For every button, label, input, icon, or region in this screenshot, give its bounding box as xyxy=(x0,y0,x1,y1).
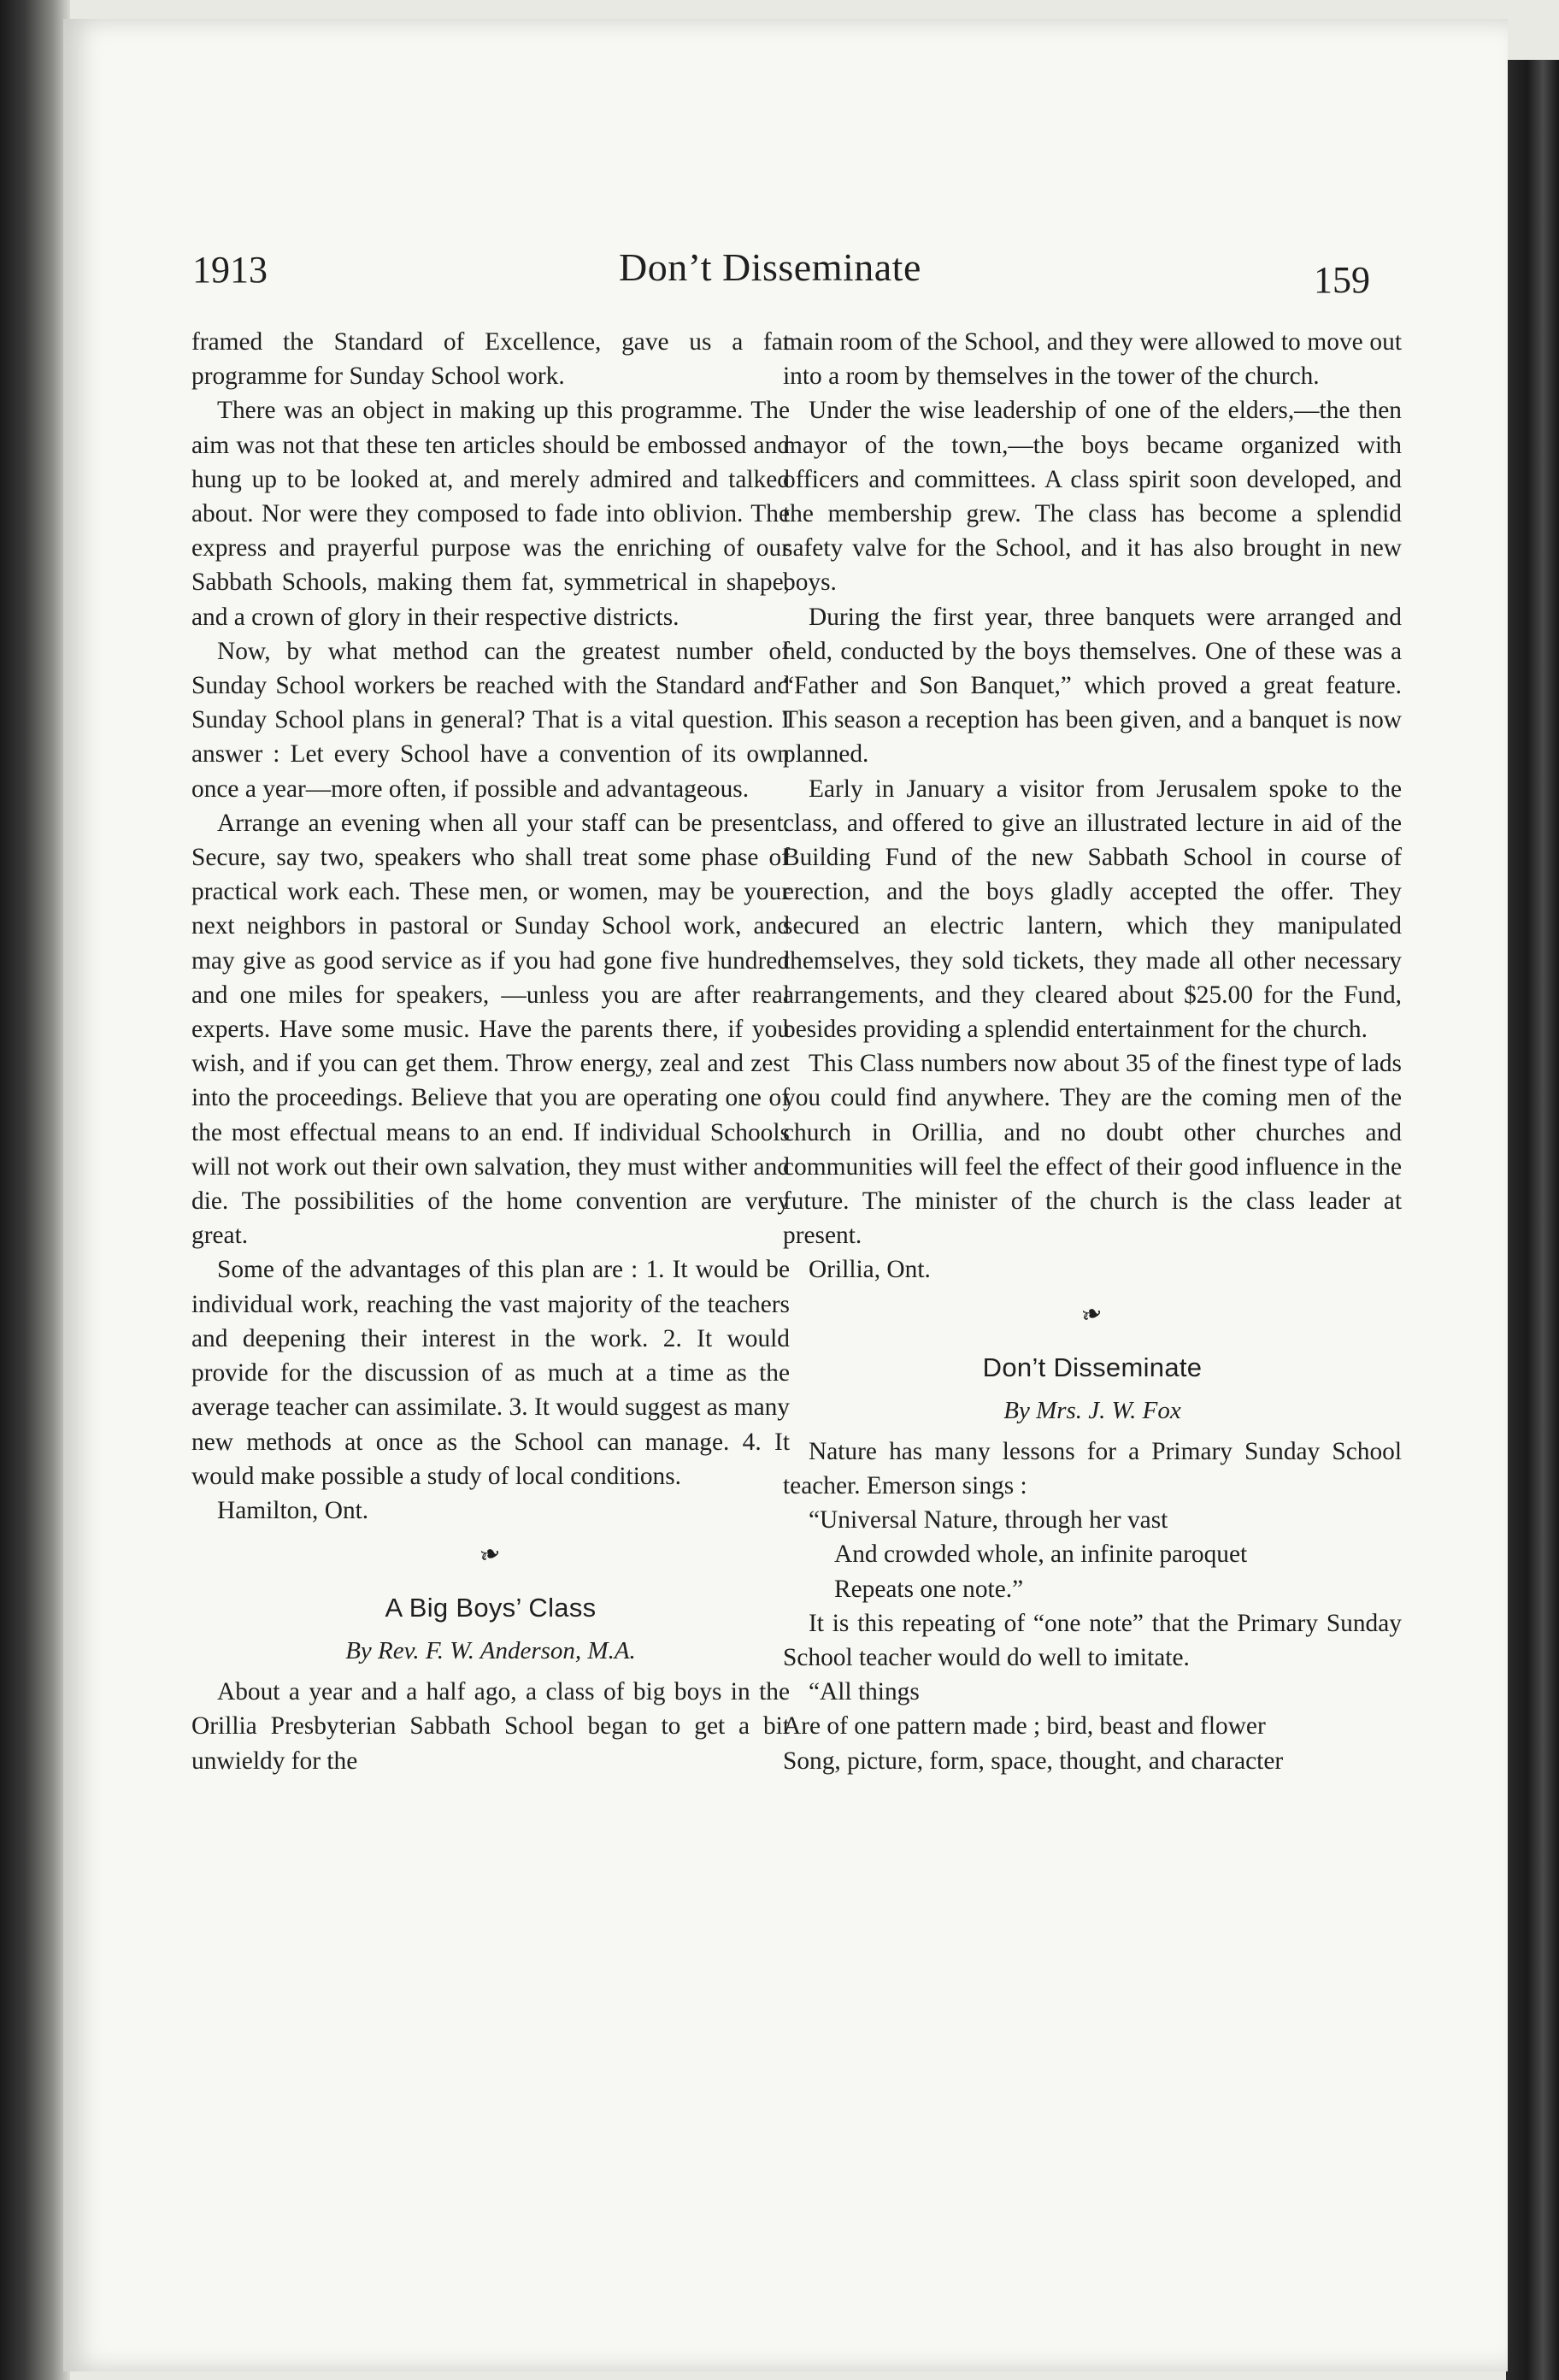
verse-line: Are of one pattern made ; bird, beast and flower xyxy=(783,1712,1266,1741)
left-column xyxy=(191,325,790,1778)
verse-line: “All things xyxy=(809,1678,920,1706)
paragraph: This Class numbers now about 35 of the finest type of lads you could find anywhere. They are the coming men of the church in Orillia, and no doubt other churches and communities will feel the effect of their good influence in the future. The minister of the church is the class leader at present. xyxy=(783,1050,1402,1250)
header-year: 1913 xyxy=(192,249,268,291)
book-edge-right xyxy=(1506,60,1559,2380)
header-title: Don’t Disseminate xyxy=(619,245,921,289)
paragraph: Arrange an evening when all your staff can be present. Secure, say two, speakers who shall treat some phase of practical work each. These men, or women, may be your next neighbors in pastoral or Sunday School work, and may give as good service as if you had gone five hundred and one miles for speakers, —unless you are after real experts. Have some music. Have the parents there, if you wish, and if you can get them. Throw energy, zeal and zest into the proceedings. Believe that you are operating one of the most effectual means to an end. If individual Schools will not work out their own salvation, they must wither and die. The possibilities of the home convention are very great. xyxy=(191,809,790,1250)
article-byline: By Mrs. J. W. Fox xyxy=(1003,1396,1181,1424)
fleuron-ornament-icon: ❧ xyxy=(475,1538,505,1572)
article-title: A Big Boys’ Class xyxy=(385,1593,597,1623)
verse-line: Song, picture, form, space, thought, and character xyxy=(783,1747,1284,1775)
paragraph: Under the wise leadership of one of the elders,—the then mayor of the town,—the boys became organized with officers and committees. A class spirit soon developed, and the membership grew. The class has become a splendid safety valve for the School, and it has also brought in new boys. xyxy=(783,397,1402,597)
paragraph: About a year and a half ago, a class of big boys in the Orillia Presbyterian Sabbath School began to get a bit unwieldy for the xyxy=(191,1678,790,1775)
verse-line: Repeats one note.” xyxy=(834,1575,1024,1603)
paragraph: During the first year, three banquets were arranged and held, conducted by the boys themselves. One of these was a “Father and Son Banquet,” which proved a great feature. This season a reception has been given, and a banquet is now planned. xyxy=(783,603,1402,769)
paragraph: Early in January a visitor from Jerusalem spoke to the class, and offered to give an illustrated lecture in aid of the Building Fund of the new Sabbath School in course of erection, and the boys gladly accepted the offer. They secured an electric lantern, which they manipulated themselves, they sold tickets, they made all other necessary arrangements, and they cleared about $25.00 for the Fund, besides providing a splendid entertainment for the church. xyxy=(783,775,1402,1044)
verse-line: “Universal Nature, through her vast xyxy=(809,1506,1168,1535)
article-byline: By Rev. F. W. Anderson, M.A. xyxy=(345,1637,636,1665)
verse-line: And crowded whole, an infinite paroquet xyxy=(834,1541,1248,1569)
book-binding-left xyxy=(0,0,70,2380)
running-head xyxy=(63,245,1508,308)
signoff-location: Orillia, Ont. xyxy=(809,1256,931,1284)
article-title: Don’t Disseminate xyxy=(982,1352,1203,1382)
paragraph: Now, by what method can the greatest number of Sunday School workers be reached with the Standard and Sunday School plans in general? That is a vital question. I answer : Let every School have a convention of its own once a year—more often, if possible and advantageous. xyxy=(191,637,790,803)
signoff-location: Hamilton, Ont. xyxy=(217,1496,369,1524)
paragraph: Some of the advantages of this plan are : 1. It would be individual work, reaching the vast majority of the teachers and deepening their interest in the work. 2. It would provide for the discussion of as much at a time as the average teacher can assimilate. 3. It would suggest as many new methods at once as the School can manage. 4. It would make possible a study of local conditions. xyxy=(191,1256,790,1490)
right-column xyxy=(783,325,1402,1778)
book-page xyxy=(63,19,1508,2371)
paragraph: It is this repeating of “one note” that the Primary Sunday School teacher would do well to imitate. xyxy=(783,1609,1402,1671)
paragraph: main room of the School, and they were allowed to move out into a room by themselves in the tower of the church. xyxy=(783,328,1402,391)
paragraph: Nature has many lessons for a Primary Sunday School teacher. Emerson sings : xyxy=(783,1437,1402,1499)
fleuron-ornament-icon: ❧ xyxy=(1077,1297,1107,1331)
paragraph: framed the Standard of Excellence, gave us a fat programme for Sunday School work. xyxy=(191,328,790,391)
page-number: 159 xyxy=(1314,259,1370,301)
paragraph: There was an object in making up this programme. The aim was not that these ten articles should be embossed and hung up to be looked at, and merely admired and talked about. Nor were they composed to fade into oblivion. The express and prayerful purpose was the enriching of our Sabbath Schools, making them fat, symmetrical in shape, and a crown of glory in their respective districts. xyxy=(191,397,790,631)
